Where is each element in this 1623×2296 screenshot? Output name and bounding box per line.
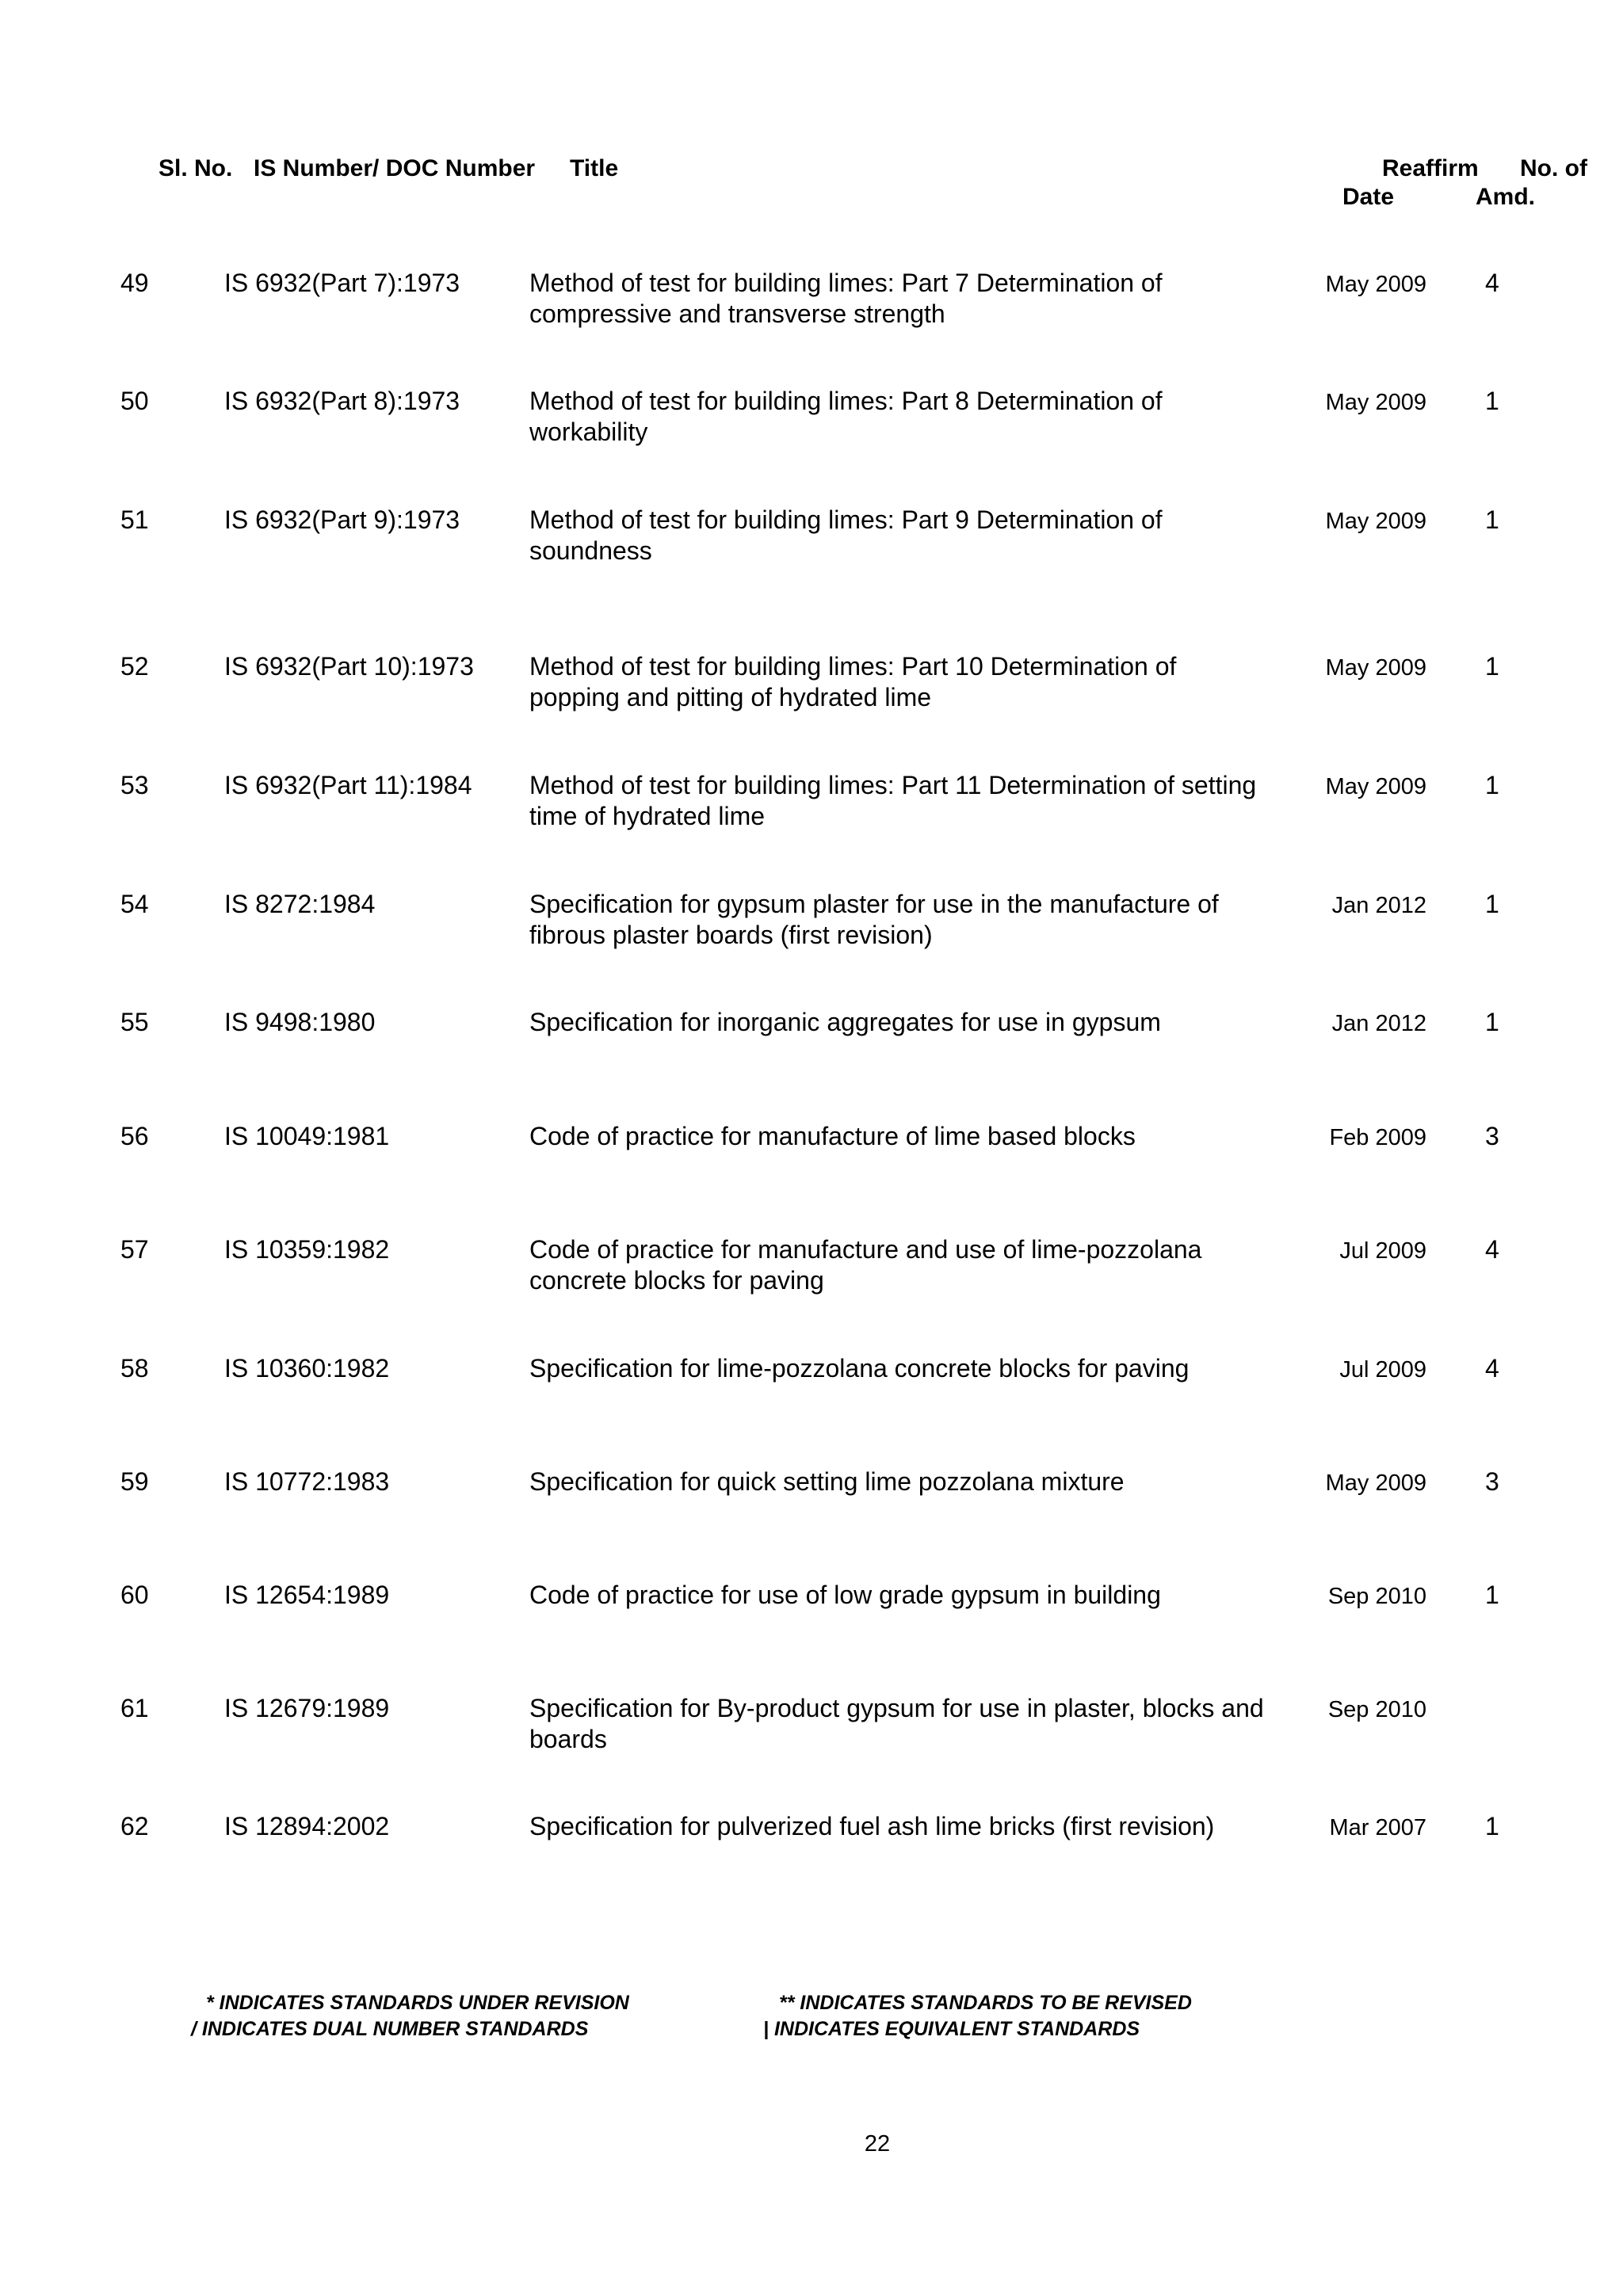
reaffirm-date: May 2009 xyxy=(1325,390,1426,415)
sl-number: 56 xyxy=(120,1122,149,1150)
is-number: IS 10360:1982 xyxy=(224,1354,390,1383)
reaffirm-date: May 2009 xyxy=(1325,774,1426,799)
amendment-count: 4 xyxy=(1485,1354,1499,1383)
sl-number: 49 xyxy=(120,269,149,297)
standard-title: Specification for quick setting lime pozzolana mixture xyxy=(529,1467,1125,1496)
amendment-count: 1 xyxy=(1485,652,1499,681)
reaffirm-date: Jan 2012 xyxy=(1331,893,1426,918)
reaffirm-date: Mar 2007 xyxy=(1329,1815,1426,1840)
standard-title: Specification for gypsum plaster for use in the manufacture of fibrous plaster boards (first revision) xyxy=(529,890,1219,949)
amendment-count: 1 xyxy=(1485,505,1499,534)
amendment-count: 1 xyxy=(1485,1581,1499,1609)
is-number: IS 12679:1989 xyxy=(224,1694,390,1722)
sl-number: 61 xyxy=(120,1694,149,1722)
amendment-count: 4 xyxy=(1485,1235,1499,1264)
is-number: IS 10359:1982 xyxy=(224,1235,390,1264)
standard-title: Method of test for building limes: Part 7 Determination of compressive and transverse strength xyxy=(529,269,1163,328)
sl-number: 62 xyxy=(120,1812,149,1840)
amendment-count: 1 xyxy=(1485,387,1499,415)
amendment-count: 1 xyxy=(1485,1812,1499,1840)
amendment-count: 1 xyxy=(1485,771,1499,799)
standard-title: Specification for lime-pozzolana concrete blocks for paving xyxy=(529,1354,1190,1383)
note-equivalent: | INDICATES EQUIVALENT STANDARDS xyxy=(763,2018,1140,2040)
sl-number: 50 xyxy=(120,387,149,415)
standard-title: Code of practice for manufacture of lime based blocks xyxy=(529,1122,1136,1150)
sl-number: 54 xyxy=(120,890,149,918)
reaffirm-date: May 2009 xyxy=(1325,655,1426,681)
reaffirm-date: Feb 2009 xyxy=(1329,1125,1426,1150)
reaffirm-date: May 2009 xyxy=(1325,1470,1426,1496)
header-reaffirm: Reaffirm xyxy=(1382,155,1479,181)
sl-number: 53 xyxy=(120,771,149,799)
page-number: 22 xyxy=(864,2131,891,2157)
reaffirm-date: Sep 2010 xyxy=(1327,1697,1426,1722)
header-sl-no: Sl. No. xyxy=(158,155,233,181)
sl-number: 59 xyxy=(120,1467,149,1496)
note-under-revision: * INDICATES STANDARDS UNDER REVISION xyxy=(206,1992,629,2014)
sl-number: 57 xyxy=(120,1235,149,1264)
reaffirm-date: Jul 2009 xyxy=(1339,1357,1426,1383)
is-number: IS 6932(Part 7):1973 xyxy=(224,269,460,297)
standard-title: Specification for inorganic aggregates for use in gypsum xyxy=(529,1008,1161,1036)
is-number: IS 12894:2002 xyxy=(224,1812,390,1840)
reaffirm-date: May 2009 xyxy=(1325,272,1426,297)
note-to-be-revised: ** INDICATES STANDARDS TO BE REVISED xyxy=(779,1992,1192,2014)
standard-title: Method of test for building limes: Part 8 Determination of workability xyxy=(529,387,1163,446)
sl-number: 55 xyxy=(120,1008,149,1036)
header-amd: Amd. xyxy=(1476,184,1535,210)
header-is-number: IS Number/ DOC Number xyxy=(254,155,536,181)
is-number: IS 9498:1980 xyxy=(224,1008,376,1036)
is-number: IS 12654:1989 xyxy=(224,1581,390,1609)
standard-title: Specification for pulverized fuel ash lime bricks (first revision) xyxy=(529,1812,1215,1840)
amendment-count: 3 xyxy=(1485,1467,1499,1496)
header-no-of: No. of xyxy=(1520,155,1587,181)
amendment-count: 4 xyxy=(1485,269,1499,297)
amendment-count: 1 xyxy=(1485,890,1499,918)
standard-title: Method of test for building limes: Part 11 Determination of setting time of hydrated lime xyxy=(529,771,1257,830)
sl-number: 52 xyxy=(120,652,149,681)
standard-title: Specification for By-product gypsum for use in plaster, blocks and boards xyxy=(529,1694,1264,1753)
is-number: IS 10772:1983 xyxy=(224,1467,390,1496)
is-number: IS 6932(Part 8):1973 xyxy=(224,387,460,415)
standard-title: Code of practice for manufacture and use of lime-pozzolana concrete blocks for paving xyxy=(529,1235,1202,1295)
is-number: IS 10049:1981 xyxy=(224,1122,390,1150)
header-title: Title xyxy=(570,155,619,181)
standard-title: Method of test for building limes: Part 9 Determination of soundness xyxy=(529,505,1163,565)
standard-title: Code of practice for use of low grade gypsum in building xyxy=(529,1581,1161,1609)
is-number: IS 6932(Part 9):1973 xyxy=(224,505,460,534)
sl-number: 58 xyxy=(120,1354,149,1383)
reaffirm-date: May 2009 xyxy=(1325,509,1426,534)
header-date: Date xyxy=(1342,184,1395,210)
sl-number: 51 xyxy=(120,505,149,534)
is-number: IS 6932(Part 11):1984 xyxy=(224,771,472,799)
amendment-count: 1 xyxy=(1485,1008,1499,1036)
is-number: IS 6932(Part 10):1973 xyxy=(224,652,474,681)
note-dual-number: / INDICATES DUAL NUMBER STANDARDS xyxy=(191,2018,589,2040)
reaffirm-date: Jan 2012 xyxy=(1331,1011,1426,1036)
standard-title: Method of test for building limes: Part 10 Determination of popping and pitting of hydrated lime xyxy=(529,652,1177,711)
reaffirm-date: Sep 2010 xyxy=(1327,1584,1426,1609)
reaffirm-date: Jul 2009 xyxy=(1339,1238,1426,1264)
sl-number: 60 xyxy=(120,1581,149,1609)
is-number: IS 8272:1984 xyxy=(224,890,376,918)
amendment-count: 3 xyxy=(1485,1122,1499,1150)
